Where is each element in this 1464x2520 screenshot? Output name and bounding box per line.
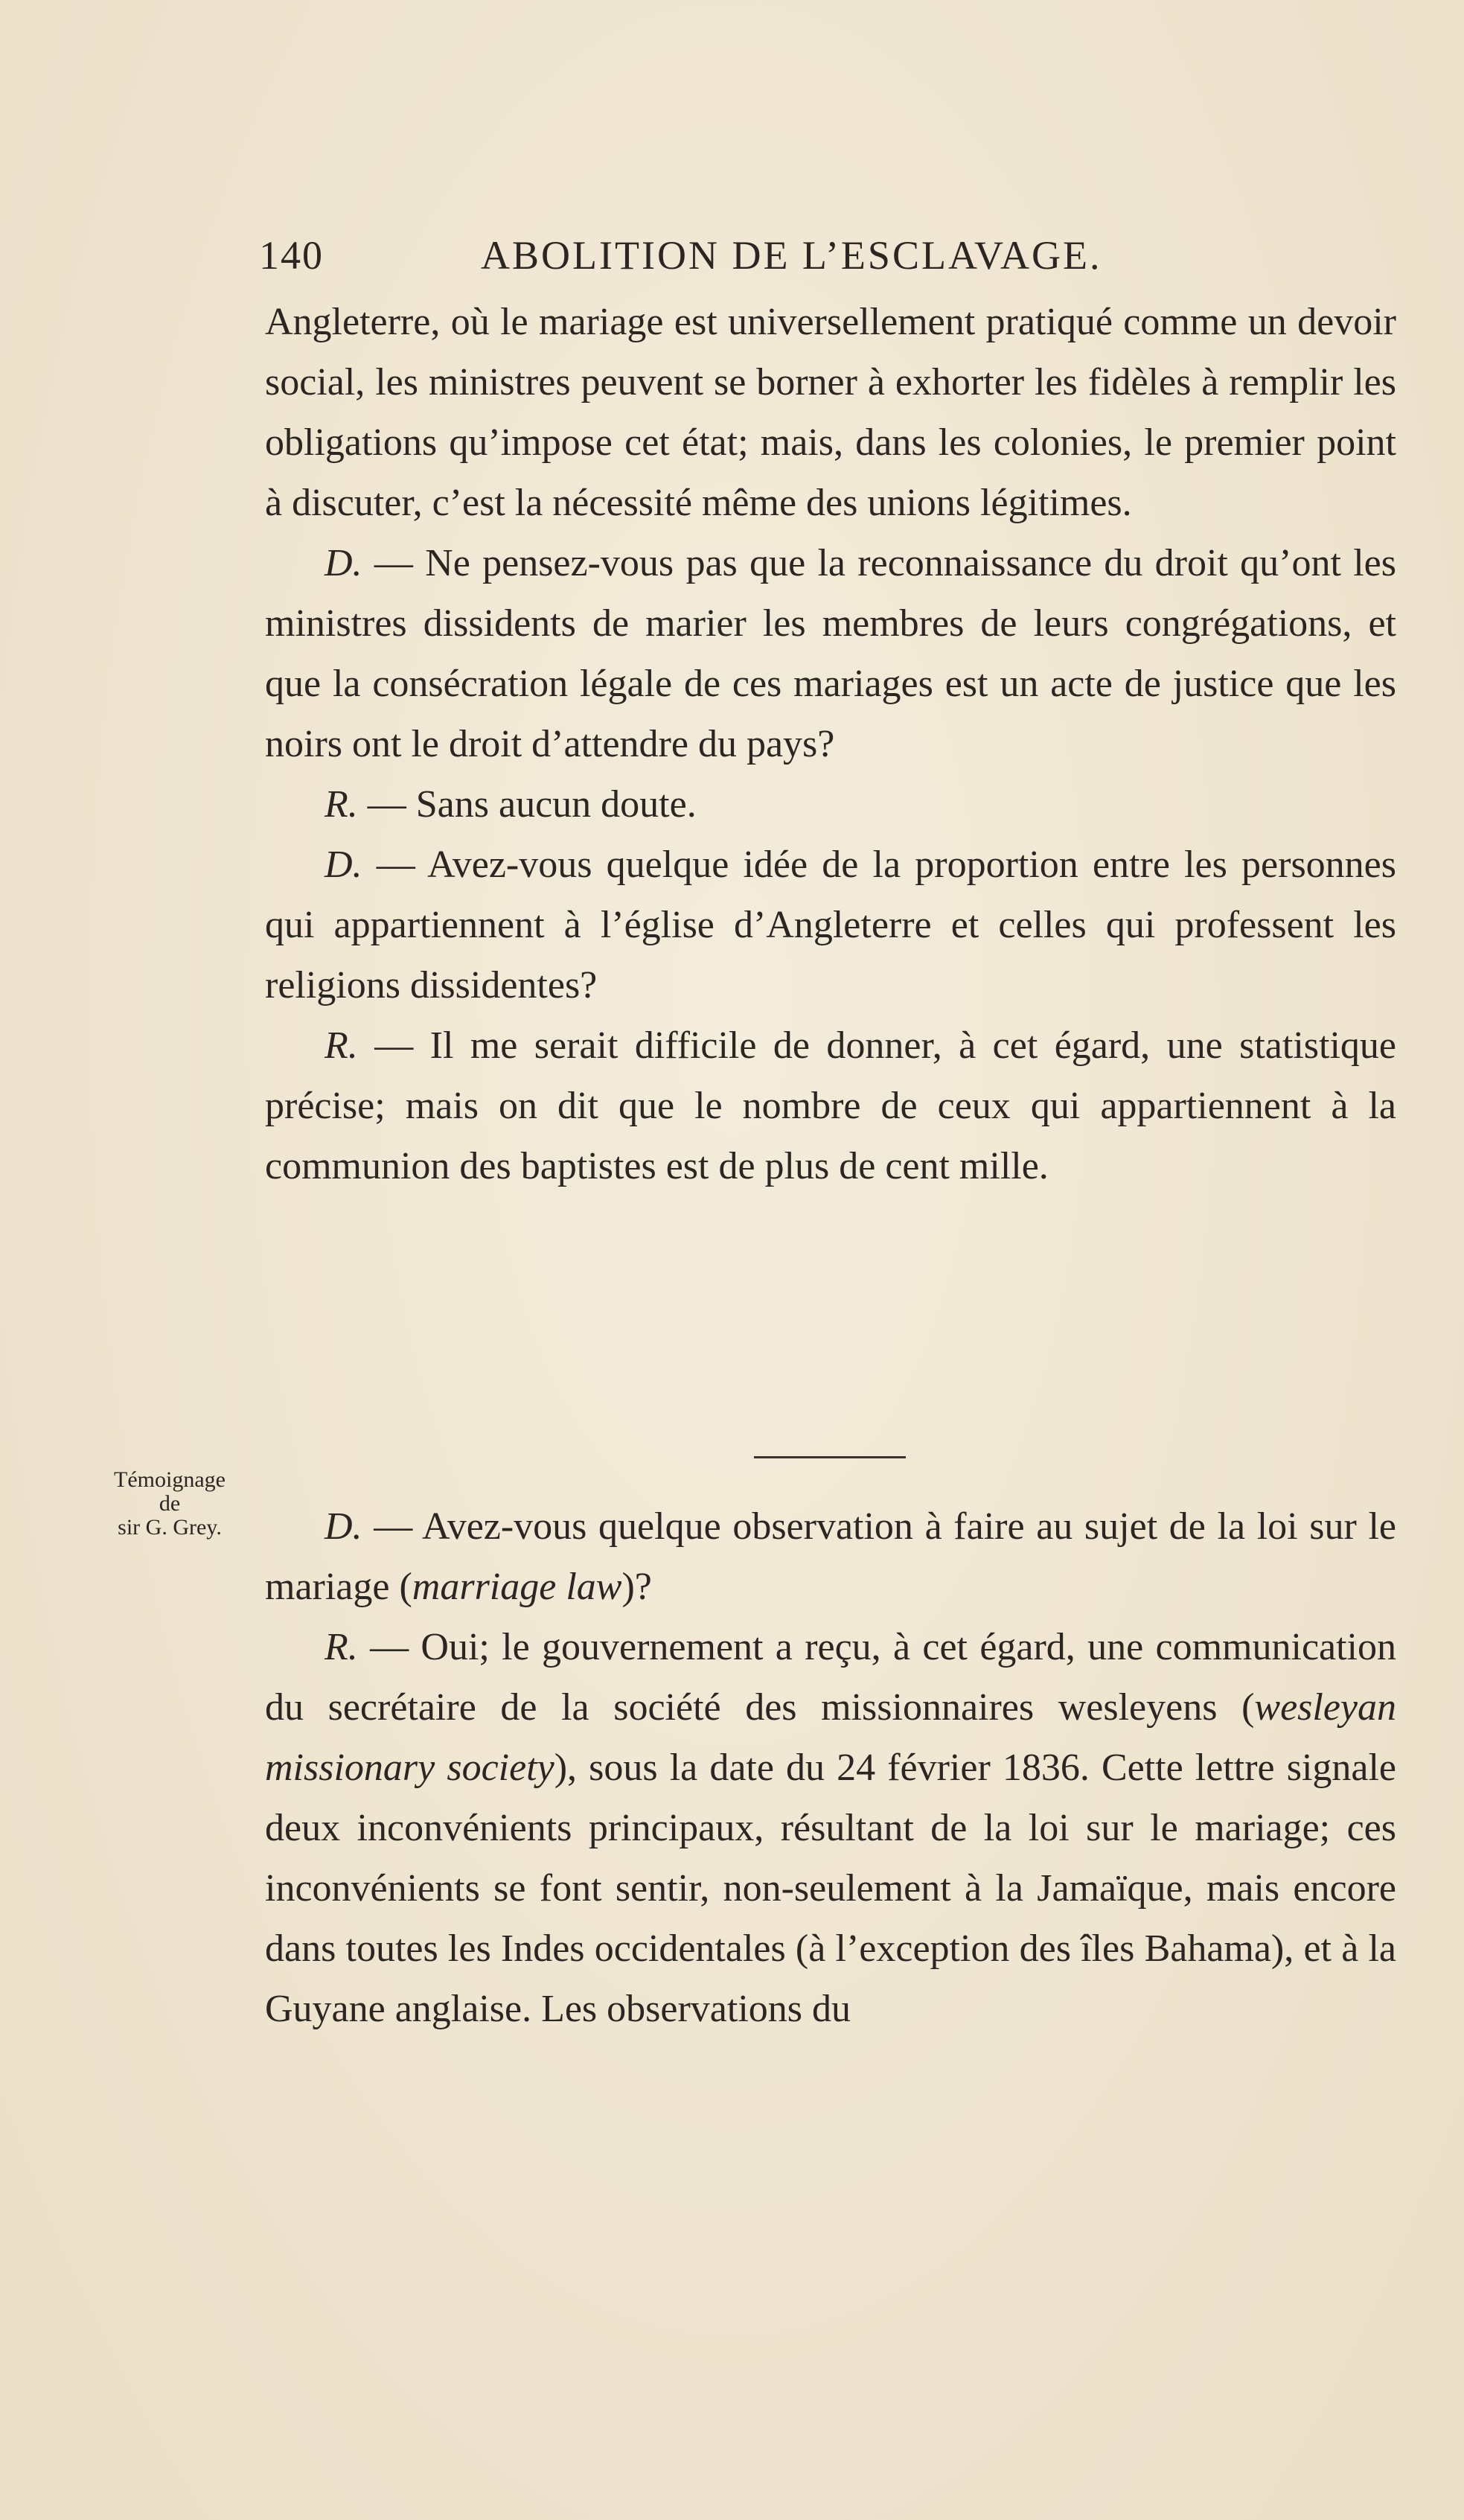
speaker-label: D.	[325, 843, 362, 886]
margin-note-line: de	[159, 1491, 181, 1516]
paragraph-question	[265, 1496, 1396, 1617]
paragraph-text: Angleterre, où le mariage est universellement pratiqué comme un devoir social, les ministres peuvent se borner à exhorter les fidèles à remplir les obligations qu’impose cet état; mais, dans les colonies, le premier point à discuter, c’est la nécessité même des unions légitimes.	[265, 301, 1396, 524]
margin-note	[95, 1468, 244, 1540]
paragraph-text: — Il me serait difficile de donner, à cet égard, une statistique précise; mais on dit que le nombre de ceux qui appartiennent à la communion des baptistes est de plus de cent mille.	[265, 1024, 1396, 1187]
paragraph-question	[265, 835, 1396, 1015]
paragraph-answer	[265, 774, 1396, 835]
running-title: ABOLITION DE L’ESCLAVAGE.	[481, 233, 1102, 278]
text-block-bottom	[265, 1496, 1396, 2039]
margin-note-line: Témoignage	[114, 1467, 226, 1492]
paragraph-text: — Avez-vous quelque idée de la proportion entre les personnes qui appartiennent à l’église d’Angleterre et celles qui professent les religions dissidentes?	[265, 843, 1396, 1007]
paragraph-text: — Sans aucun doute.	[357, 783, 697, 826]
italic-term: marriage law	[412, 1566, 622, 1608]
paragraph-answer	[265, 1617, 1396, 2039]
margin-note-line: sir G. Grey.	[118, 1515, 222, 1540]
paragraph-text: — Oui; le gouvernement a reçu, à cet égard, une communication du secrétaire de la société des missionnaires wesleyens (	[265, 1626, 1396, 1729]
page-header	[259, 232, 1212, 284]
paragraph-text: )?	[621, 1566, 652, 1608]
section-divider	[754, 1456, 906, 1458]
paragraph-text: — Avez-vous quelque observation à faire au sujet de la loi sur le mariage (	[265, 1505, 1396, 1608]
speaker-label: R.	[325, 1024, 358, 1067]
paragraph-answer	[265, 1015, 1396, 1196]
speaker-label: R.	[325, 783, 358, 826]
speaker-label: D.	[325, 542, 362, 584]
speaker-label: D.	[325, 1505, 362, 1548]
paragraph-question	[265, 533, 1396, 774]
text-block-top	[265, 292, 1396, 1196]
italic-term: wesleyan missionary society	[265, 1686, 1396, 1789]
page-number: 140	[259, 233, 324, 278]
paragraph-text: — Ne pensez-vous pas que la reconnaissance du droit qu’ont les ministres dissidents de marier les membres de leurs congrégations, et que la consécration légale de ces mariages est un acte de justice que les noirs ont le droit d’attendre du pays?	[265, 542, 1396, 765]
speaker-label: R.	[325, 1626, 358, 1668]
paragraph-text: ), sous la date du 24 février 1836. Cette lettre signale deux inconvénients principaux, résultant de la loi sur le mariage; ces inconvénients se font sentir, non-seulement à la Jamaïque, mais encore dans toutes les Indes occidentales (à l’exception des îles Bahama), et à la Guyane anglaise. Les observations du	[265, 1747, 1397, 2030]
paragraph-continuation	[265, 292, 1396, 533]
